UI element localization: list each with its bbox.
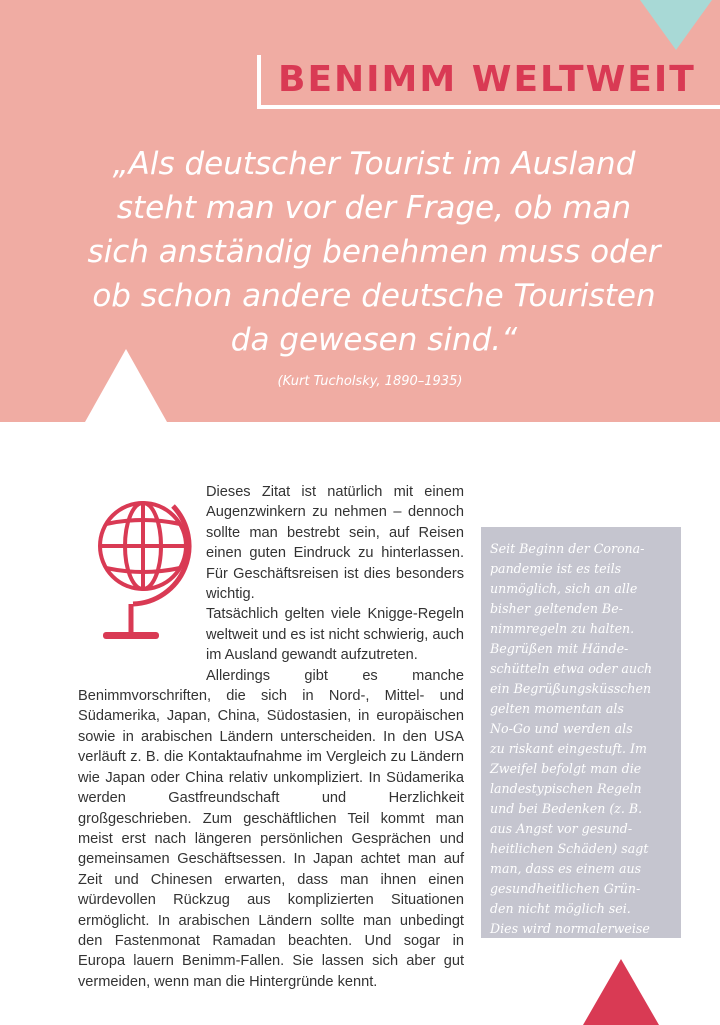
red-triangle-decoration: [583, 959, 659, 1025]
quote-line: da gewesen sind.“: [230, 322, 518, 358]
quote-line: sich anständig benehmen muss oder: [87, 234, 661, 270]
quote-line: steht man vor der Frage, ob man: [116, 190, 632, 226]
sidebar-line: pandemie ist es teils: [490, 561, 622, 576]
sidebar-line: weltweit akzeptiert.: [490, 941, 618, 956]
sidebar-line: bisher geltenden Be-: [490, 601, 623, 616]
sidebar-line: landestypischen Regeln: [490, 781, 642, 796]
sidebar-line: No-Go und werden als: [490, 721, 633, 736]
sidebar-line: ein Begrüßungsküsschen: [490, 681, 652, 696]
sidebar-line: Zweifel befolgt man die: [490, 761, 642, 776]
globe-spacer: [78, 482, 206, 686]
page-title: BENIMM WELTWEIT: [278, 59, 696, 100]
sidebar-line: gesundheitlichen Grün-: [490, 881, 641, 896]
sidebar-line: Dies wird normalerweise: [490, 921, 650, 936]
white-triangle-decoration: [85, 349, 167, 422]
quote: [60, 142, 688, 362]
body-text: [78, 482, 464, 992]
body-paragraph: Allerdings gibt es manche Benimmvorschriften, die sich in Nord-, Mittel- und Südamerika, Japan, China, Südostasien, in europäischen sowie in arabischen Ländern unterscheiden. In den USA verläuft z. B. die Kontaktaufnahme im Vergleich zu Ländern wie Japan oder China relativ unkompliziert. In Südamerika werden Gastfreundschaft und Herzlichkeit großgeschrieben. Zum geschäftlichen Teil kommt man meist erst nach längeren persönlichen Gesprächen und gemeinsamen Geschäftsessen. In Japan achtet man auf Zeit und Chinesen erwarten, dass man ihnen einen würdevollen Rückzug aus komplizierten Situationen ermöglicht. In arabischen Ländern sollte man unbedingt den Fastenmonat Ramadan beachten. Und sogar in Europa lauern Benimm-Fallen. Sie lassen sich aber gut vermeiden, wenn man die Hintergründe kennt.: [78, 667, 464, 990]
sidebar-line: Begrüßen mit Hände-: [490, 641, 629, 656]
header-band: [0, 0, 720, 422]
sidebar-line: heitlichen Schäden) sagt: [490, 841, 649, 856]
sidebar-line: man, dass es einem aus: [490, 861, 642, 876]
sidebar-line: Seit Beginn der Corona-: [490, 541, 645, 556]
quote-line: „Als deutscher Tourist im Ausland: [112, 146, 636, 182]
sidebar-line: aus Angst vor gesund-: [490, 821, 633, 836]
sidebar-line: zu riskant eingestuft. Im: [490, 741, 647, 756]
body-paragraph: Tatsächlich gelten viele Knigge-Regeln weltweit und es ist nicht schwierig, auch im Ausland gewandt aufzutreten.: [206, 606, 464, 664]
quote-line: ob schon andere deutsche Touristen: [92, 278, 656, 314]
sidebar-line: nimmregeln zu halten.: [490, 621, 635, 636]
sidebar-box: [481, 527, 681, 956]
quote-attribution: (Kurt Tucholsky, 1890–1935): [277, 374, 463, 389]
teal-triangle-decoration: [640, 0, 712, 50]
sidebar-line: unmöglich, sich an alle: [490, 581, 638, 596]
sidebar-line: gelten momentan als: [490, 701, 624, 716]
body-paragraph: Dieses Zitat ist natürlich mit einem Augenzwinkern zu nehmen – dennoch sollte man bestrebt sein, auf Reisen einen guten Eindruck zu hinterlassen. Für Geschäftsreisen ist dies besonders wichtig.: [206, 484, 464, 603]
sidebar-line: den nicht möglich sei.: [490, 901, 631, 916]
sidebar-line: und bei Bedenken (z. B.: [490, 801, 643, 816]
sidebar-line: schütteln etwa oder auch: [490, 661, 653, 676]
